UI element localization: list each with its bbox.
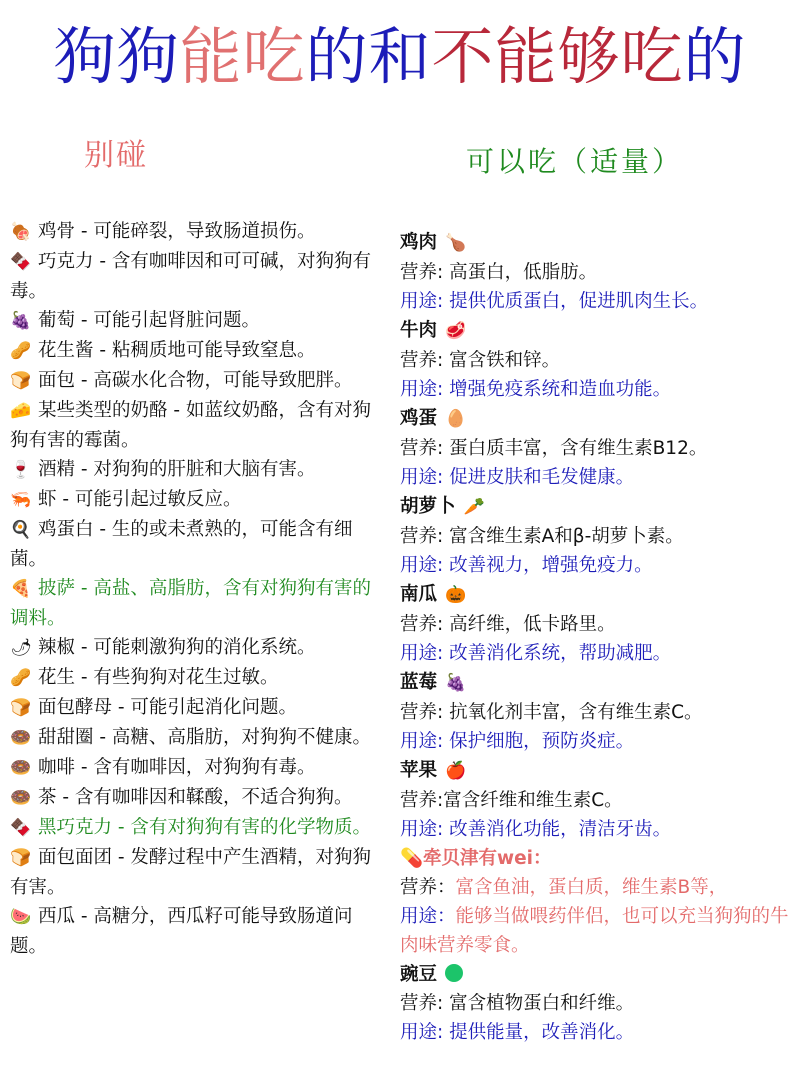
food-usage: 用途: 增强免疫系统和造血功能。	[400, 379, 672, 400]
avoid-list	[10, 217, 382, 961]
food-nutrition: 营养:富含纤维和维生素C。	[400, 790, 623, 811]
title-part-dogs: 狗狗	[53, 20, 180, 93]
avoid-item	[10, 723, 382, 753]
green-circle-icon	[445, 964, 463, 982]
special-usage	[400, 902, 795, 960]
nutrition-label: 营养：	[400, 877, 456, 898]
avoid-item	[10, 217, 382, 247]
food-nutrition: 营养: 抗氧化剂丰富，含有维生素C。	[400, 702, 703, 723]
safe-item-title	[400, 668, 795, 698]
pill-icon: 💊	[400, 848, 424, 869]
avoid-item	[10, 485, 382, 515]
avoid-item-text: 花生酱 - 粘稠质地可能导致窒息。	[38, 340, 316, 361]
food-icon: 🍩	[10, 728, 32, 748]
avoid-item-text: 黑巧克力 - 含有对狗狗有害的化学物质。	[38, 817, 371, 838]
food-usage: 用途: 保护细胞，预防炎症。	[400, 731, 635, 752]
avoid-item	[10, 336, 382, 366]
food-icon: 🍩	[10, 758, 32, 778]
avoid-item	[10, 366, 382, 396]
safe-item-title	[400, 404, 795, 434]
avoid-item	[10, 455, 382, 485]
safe-list	[400, 228, 795, 1047]
avoid-heading: 别碰	[84, 138, 148, 173]
safe-item-title	[400, 492, 795, 522]
food-nutrition: 营养: 富含维生素A和β-胡萝卜素。	[400, 526, 684, 547]
food-icon: 🌶	[10, 638, 32, 658]
food-usage: 用途: 促进皮肤和毛发健康。	[400, 467, 635, 488]
avoid-item	[10, 515, 382, 574]
food-icon: 🍖	[10, 222, 32, 242]
avoid-item	[10, 902, 382, 961]
avoid-item-text: 鸡骨 - 可能碎裂，导致肠道损伤。	[38, 221, 316, 242]
avoid-item-text: 披萨 - 高盐、高脂肪，含有对狗狗有害的调料。	[10, 578, 371, 629]
food-nutrition: 营养: 高蛋白，低脂肪。	[400, 262, 598, 283]
avoid-item-text: 辣椒 - 可能刺激狗狗的消化系统。	[38, 637, 316, 658]
food-name: 豌豆	[400, 964, 438, 985]
food-icon: 🍞	[10, 848, 32, 868]
food-icon: 🍞	[10, 698, 32, 718]
nutrition-value: 富含鱼油，蛋白质，维生素B等，	[455, 877, 728, 898]
avoid-item-text: 酒精 - 对狗狗的肝脏和大脑有害。	[38, 459, 316, 480]
food-name: 蓝莓	[400, 672, 438, 693]
food-name: 鸡肉	[400, 232, 438, 253]
food-icon: 🥕	[463, 497, 485, 517]
page-title	[0, 22, 800, 92]
safe-item-title	[400, 316, 795, 346]
food-icon: 🍉	[10, 907, 32, 927]
avoid-item	[10, 396, 382, 455]
food-icon: 🍇	[10, 311, 32, 331]
avoid-item	[10, 663, 382, 693]
food-usage: 用途: 改善视力，增强免疫力。	[400, 555, 653, 576]
avoid-item	[10, 247, 382, 306]
food-nutrition: 营养: 富含植物蛋白和纤维。	[400, 993, 635, 1014]
avoid-item-text: 茶 - 含有咖啡因和鞣酸，不适合狗狗。	[38, 787, 353, 808]
avoid-item	[10, 813, 382, 843]
food-icon: 🍇	[445, 673, 467, 693]
avoid-item-text: 面包 - 高碳水化合物，可能导致肥胖。	[38, 370, 353, 391]
food-icon: 🥚	[445, 409, 467, 429]
food-icon: 🍫	[10, 252, 32, 272]
title-part-and: 的和	[305, 20, 432, 93]
food-nutrition: 营养: 富含铁和锌。	[400, 350, 561, 371]
food-name: 南瓜	[400, 584, 438, 605]
title-part-cannot-eat: 不能够吃	[431, 20, 684, 93]
food-icon: 🥜	[10, 668, 32, 688]
avoid-item	[10, 783, 382, 813]
food-icon: 🍫	[10, 818, 32, 838]
special-name: 牵贝津有wei：	[423, 848, 552, 869]
safe-item-title	[400, 960, 795, 989]
avoid-item-text: 某些类型的奶酪 - 如蓝纹奶酪，含有对狗狗有害的霉菌。	[10, 400, 371, 451]
food-icon: 🍕	[10, 579, 32, 599]
food-usage: 用途: 改善消化功能，清洁牙齿。	[400, 819, 672, 840]
avoid-item-text: 面包面团 - 发酵过程中产生酒精，对狗狗有害。	[10, 847, 371, 898]
avoid-item-text: 鸡蛋白 - 生的或未煮熟的，可能含有细菌。	[10, 519, 353, 570]
safe-item-title	[400, 228, 795, 258]
food-name: 牛肉	[400, 320, 438, 341]
safe-item-title	[400, 580, 795, 610]
avoid-item-text: 虾 - 可能引起过敏反应。	[38, 489, 242, 510]
usage-value: 能够当做喂药伴侣，也可以充当狗狗的牛肉味营养零食。	[400, 906, 789, 956]
food-name: 苹果	[400, 760, 438, 781]
food-icon: 🧀	[10, 401, 32, 421]
food-icon: 🍩	[10, 788, 32, 808]
avoid-item-text: 咖啡 - 含有咖啡因，对狗狗有毒。	[38, 757, 316, 778]
avoid-item-text: 西瓜 - 高糖分，西瓜籽可能导致肠道问题。	[10, 906, 353, 957]
avoid-item	[10, 574, 382, 633]
avoid-item	[10, 753, 382, 783]
food-icon: 🍞	[10, 371, 32, 391]
safe-heading: 可以吃（适量）	[466, 145, 684, 178]
special-item-title	[400, 844, 795, 873]
food-icon: 🍎	[445, 761, 467, 781]
usage-label: 用途：	[400, 906, 456, 927]
avoid-item	[10, 693, 382, 723]
avoid-item	[10, 843, 382, 902]
special-nutrition	[400, 873, 795, 902]
avoid-item-text: 甜甜圈 - 高糖、高脂肪，对狗狗不健康。	[38, 727, 371, 748]
food-name: 胡萝卜	[400, 496, 456, 517]
food-icon: 🎃	[445, 585, 467, 605]
food-icon: 🍳	[10, 520, 32, 540]
avoid-item	[10, 633, 382, 663]
avoid-item-text: 花生 - 有些狗狗对花生过敏。	[38, 667, 279, 688]
avoid-item-text: 巧克力 - 含有咖啡因和可可碱，对狗狗有毒。	[10, 251, 371, 302]
food-icon: 🥩	[445, 321, 467, 341]
food-usage: 用途: 改善消化系统，帮助减肥。	[400, 643, 672, 664]
food-icon: 🍗	[445, 233, 467, 253]
food-usage: 用途: 提供优质蛋白，促进肌肉生长。	[400, 291, 709, 312]
food-icon: 🍷	[10, 460, 32, 480]
title-part-end: 的	[683, 20, 747, 93]
food-nutrition: 营养: 高纤维，低卡路里。	[400, 614, 616, 635]
food-usage: 用途: 提供能量，改善消化。	[400, 1022, 635, 1043]
food-icon: 🦐	[10, 490, 32, 510]
safe-item-title	[400, 756, 795, 786]
title-part-can-eat: 能吃	[179, 20, 306, 93]
food-name: 鸡蛋	[400, 408, 438, 429]
avoid-item	[10, 306, 382, 336]
avoid-item-text: 面包酵母 - 可能引起消化问题。	[38, 697, 297, 718]
avoid-item-text: 葡萄 - 可能引起肾脏问题。	[38, 310, 260, 331]
food-nutrition: 营养: 蛋白质丰富，含有维生素B12。	[400, 438, 708, 459]
food-icon: 🥜	[10, 341, 32, 361]
